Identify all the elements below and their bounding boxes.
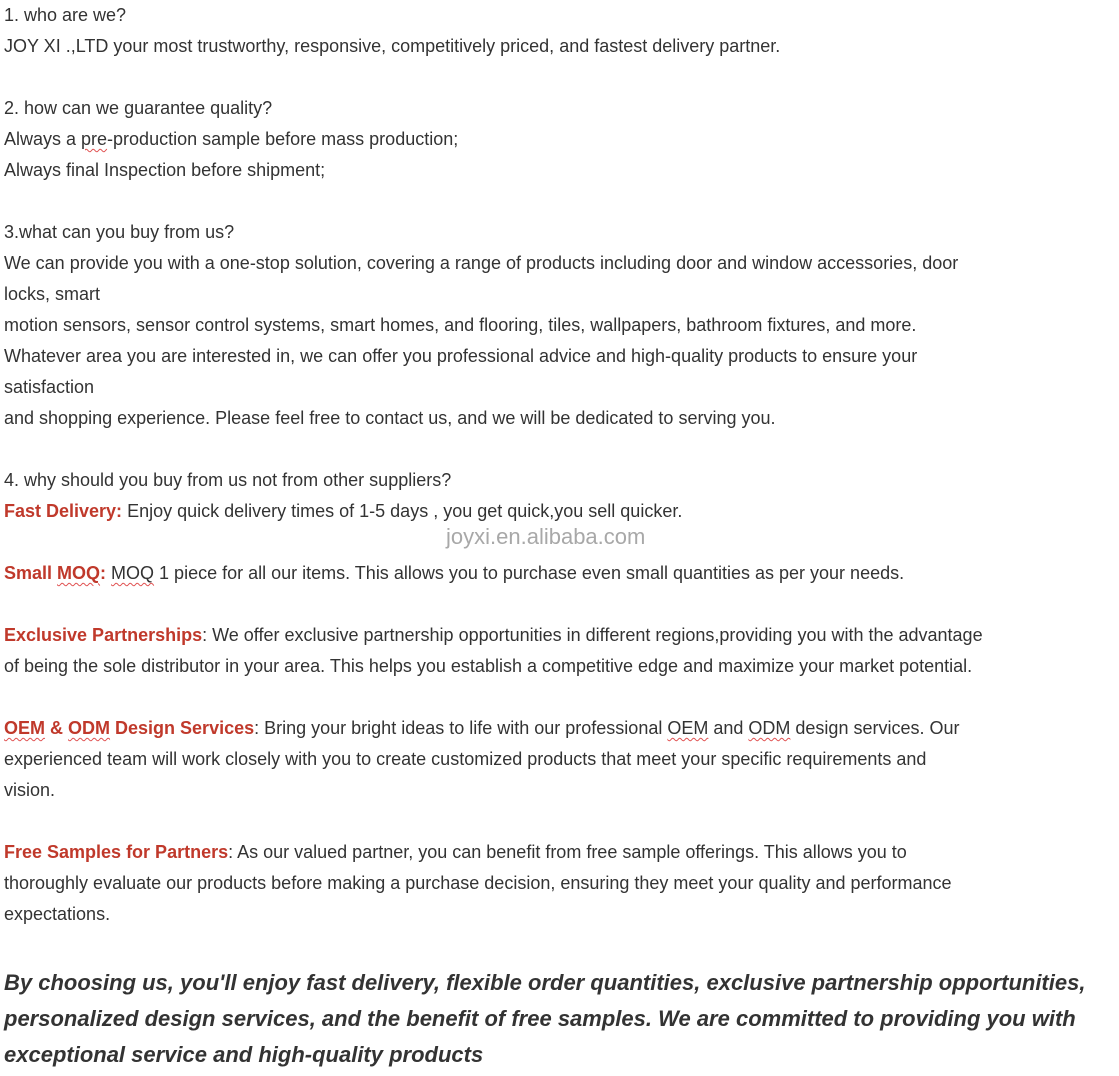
exclusive-partnerships-item: Exclusive Partnerships: We offer exclusive partnership opportunities in different regions,providing you with the advantage xyxy=(4,625,983,645)
section-2-heading: 2. how can we guarantee quality? xyxy=(4,98,273,118)
small-moq-label: Small MOQ: xyxy=(4,563,107,583)
oem-odm-label: OEM & ODM Design Services xyxy=(4,718,255,738)
section-4-heading: 4. why should you buy from us not from other suppliers? xyxy=(4,470,452,490)
document-body xyxy=(4,0,1117,930)
section-3-heading: 3.what can you buy from us? xyxy=(4,222,235,242)
free-samples-label: Free Samples for Partners xyxy=(4,842,229,862)
closing-line: exceptional service and high-quality products xyxy=(4,1042,484,1067)
free-samples-line-2: thoroughly evaluate our products before making a purchase decision, ensuring they meet your quality and performance xyxy=(4,873,952,893)
small-moq-item: Small MOQ: MOQ 1 piece for all our items. This allows you to purchase even small quantities as per your needs. xyxy=(4,563,905,583)
section-1-body: JOY XI .,LTD your most trustworthy, responsive, competitively priced, and fastest delivery partner. xyxy=(4,36,781,56)
section-1-heading: 1. who are we? xyxy=(4,5,127,25)
oem-odm-line-3: vision. xyxy=(4,780,56,800)
section-3-line: We can provide you with a one-stop solution, covering a range of products including door and window accessories, door xyxy=(4,253,959,273)
fast-delivery-item: Fast Delivery: Enjoy quick delivery times of 1-5 days , you get quick,you sell quicker. xyxy=(4,501,683,521)
section-3-line: and shopping experience. Please feel free to contact us, and we will be dedicated to serving you. xyxy=(4,408,776,428)
oem-odm-line-2: experienced team will work closely with you to create customized products that meet your specific requirements and xyxy=(4,749,927,769)
section-2-line-1: Always a pre-production sample before mass production; xyxy=(4,129,459,149)
exclusive-partnerships-label: Exclusive Partnerships xyxy=(4,625,203,645)
free-samples-line-3: expectations. xyxy=(4,904,111,924)
exclusive-partnerships-line-2: of being the sole distributor in your area. This helps you establish a competitive edge and maximize your market potential. xyxy=(4,656,973,676)
closing-line: By choosing us, you'll enjoy fast delivery, flexible order quantities, exclusive partnership opportunities, xyxy=(4,970,1086,995)
section-3-line: motion sensors, sensor control systems, smart homes, and flooring, tiles, wallpapers, bathroom fixtures, and more. xyxy=(4,315,917,335)
spellcheck-word: pre xyxy=(81,129,108,149)
section-2-line-2: Always final Inspection before shipment; xyxy=(4,160,326,180)
section-3-line: locks, smart xyxy=(4,284,101,304)
section-3-line: satisfaction xyxy=(4,377,95,397)
fast-delivery-label: Fast Delivery: xyxy=(4,501,123,521)
section-3-line: Whatever area you are interested in, we can offer you professional advice and high-quality products to ensure your xyxy=(4,346,918,366)
watermark: joyxi.en.alibaba.com xyxy=(446,524,646,549)
free-samples-item: Free Samples for Partners: As our valued partner, you can benefit from free sample offerings. This allows you to xyxy=(4,842,907,862)
closing-statement xyxy=(4,965,1117,1073)
oem-odm-item: OEM & ODM Design Services: Bring your bright ideas to life with our professional OEM and ODM design services. Our xyxy=(4,718,960,738)
closing-line: personalized design services, and the benefit of free samples. We are committed to providing you with xyxy=(4,1006,1076,1031)
